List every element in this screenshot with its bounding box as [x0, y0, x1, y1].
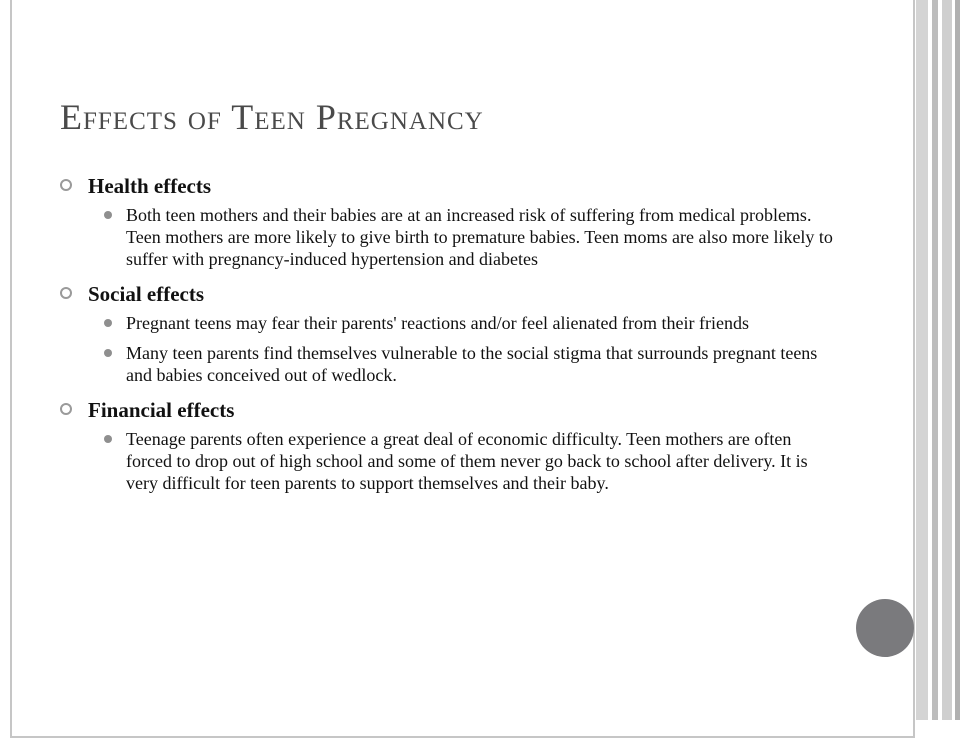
section-heading: Health effects — [88, 174, 212, 198]
ring-bullet-icon — [60, 179, 72, 191]
decorative-side-bars — [916, 0, 960, 720]
dot-bullet-icon — [104, 319, 112, 327]
list-item — [126, 204, 840, 270]
list-item-text: Both teen mothers and their babies are at an increased risk of suffering from medical problems. Teen mothers are more likely to give birth to premature babies. Teen moms are also more likely to suffer with pregnancy-induced hypertension and diabetes — [126, 205, 833, 269]
dot-bullet-icon — [104, 435, 112, 443]
section-heading-row — [60, 278, 840, 312]
slide-content — [60, 170, 840, 502]
bullet-list — [60, 312, 840, 386]
slide-title: Effects of Teen Pregnancy — [60, 97, 484, 137]
side-bar — [932, 0, 938, 720]
dot-bullet-icon — [104, 211, 112, 219]
section-social — [60, 278, 840, 386]
section-heading: Social effects — [88, 282, 205, 306]
decorative-circle — [856, 599, 914, 657]
list-item-text: Teenage parents often experience a great deal of economic difficulty. Teen mothers are often forced to drop out of high school and some of them never go back to school after delivery. It is very difficult for teen parents to support themselves and their baby. — [126, 429, 808, 493]
list-item — [126, 342, 840, 386]
list-item-text: Many teen parents find themselves vulnerable to the social stigma that surrounds pregnant teens and babies conceived out of wedlock. — [126, 343, 818, 385]
section-health — [60, 170, 840, 270]
side-bar — [916, 0, 928, 720]
ring-bullet-icon — [60, 287, 72, 299]
bullet-list — [60, 428, 840, 494]
list-item — [126, 428, 840, 494]
side-bar — [942, 0, 952, 720]
list-item-text: Pregnant teens may fear their parents' reactions and/or feel alienated from their friends — [126, 313, 749, 333]
section-heading-row — [60, 394, 840, 428]
side-bar — [955, 0, 960, 720]
section-heading-row — [60, 170, 840, 204]
dot-bullet-icon — [104, 349, 112, 357]
section-financial — [60, 394, 840, 494]
ring-bullet-icon — [60, 403, 72, 415]
bullet-list — [60, 204, 840, 270]
section-heading: Financial effects — [88, 398, 235, 422]
list-item — [126, 312, 840, 334]
